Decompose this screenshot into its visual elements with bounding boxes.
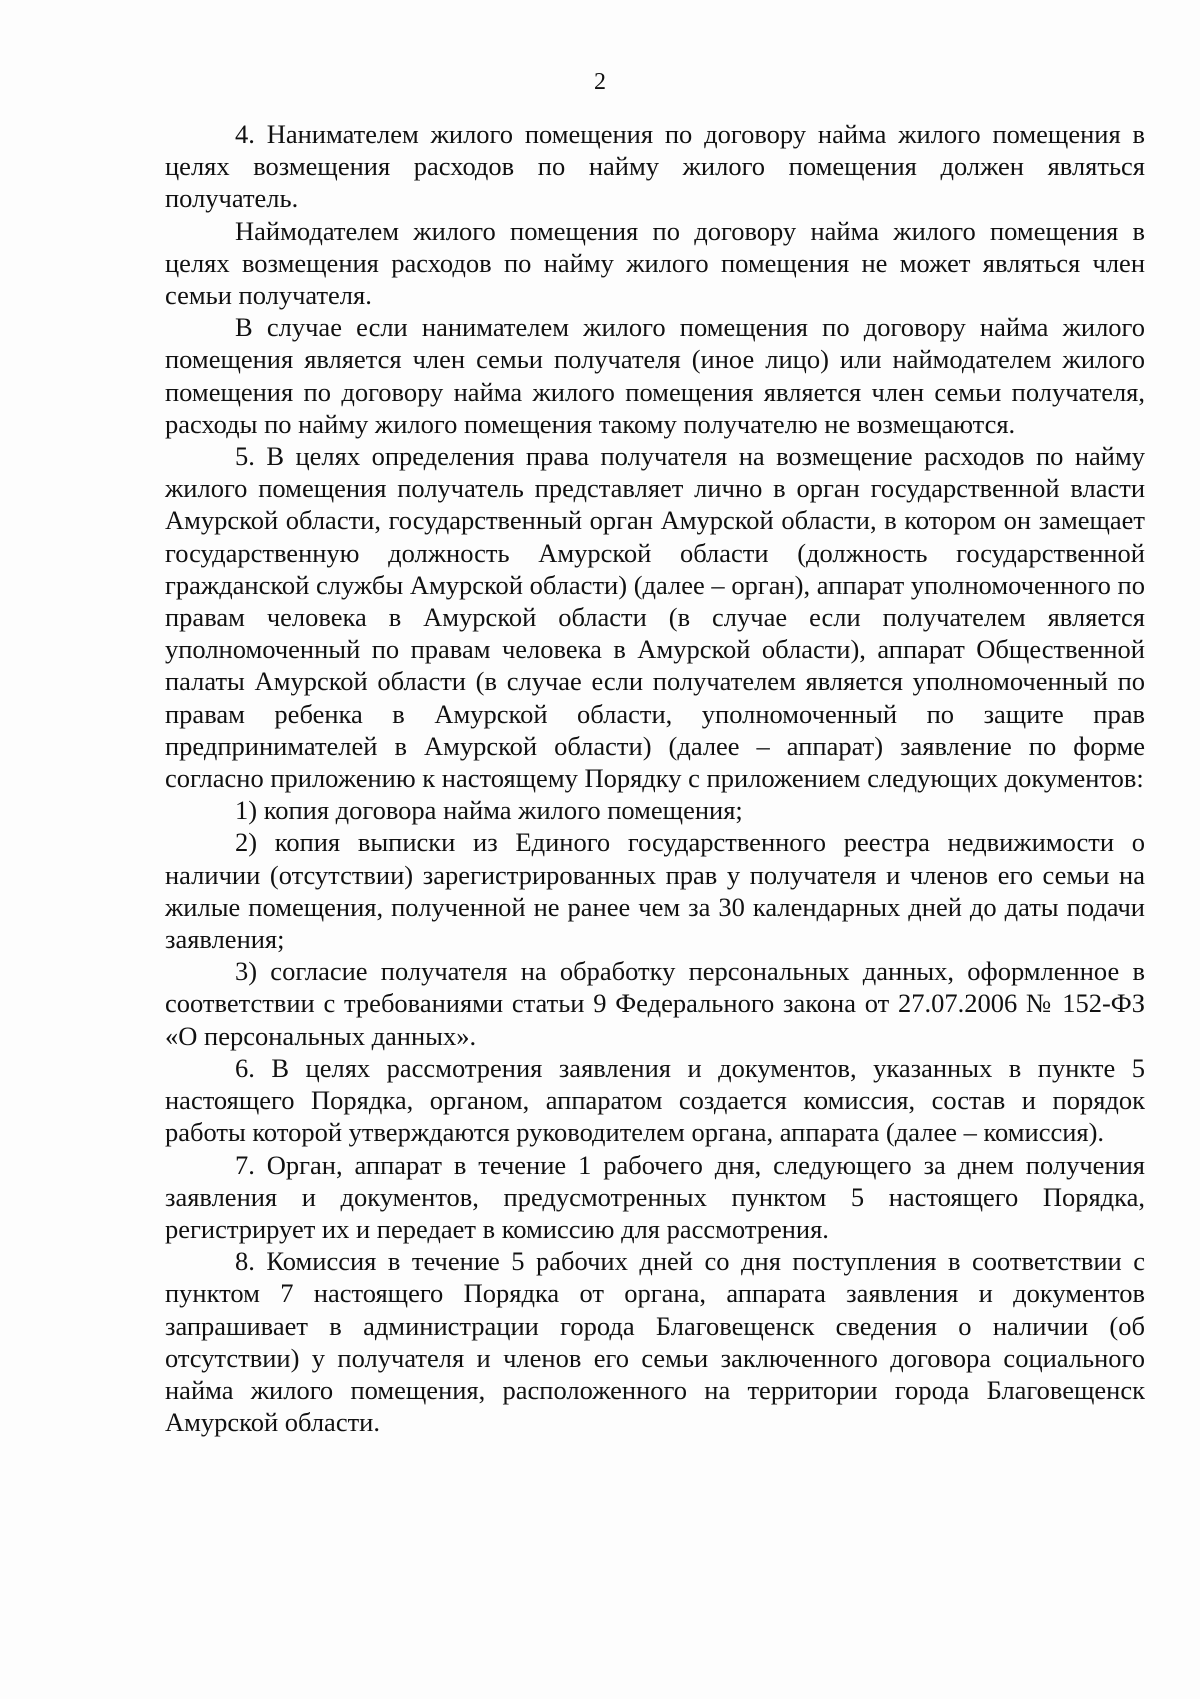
paragraph-item-5: 5. В целях определения права получателя на возмещение расходов по найму жилого помещения получатель представляет лично в орган государственной власти Амурской области, государственный орган Амурской области, в котором он замещает государственную должность Амурской области (должность государственной гражданской службы Амурской области) (далее – орган), аппарат уполномоченного по правам человека в Амурской области (в случае если получателем является уполномоченный по правам человека в Амурской области), аппарат Общественной палаты Амурской области (в случае если получателем является уполномоченный по правам ребенка в Амурской области, уполномоченный по защите прав предпринимателей в Амурской области) (далее – аппарат) заявление по форме согласно приложению к настоящему Порядку с приложением следующих документов:: [165, 441, 1145, 794]
list-item-2: 2) копия выписки из Единого государственного реестра недвижимости о наличии (отсутствии) зарегистрированных прав у получателя и членов его семьи на жилые помещения, полученной не ранее чем за 30 календарных дней до даты подачи заявления;: [165, 827, 1145, 955]
paragraph-item-6: 6. В целях рассмотрения заявления и документов, указанных в пункте 5 настоящего Порядка, органом, аппаратом создается комиссия, состав и порядок работы которой утверждаются руководителем органа, аппарата (далее – комиссия).: [165, 1052, 1145, 1148]
paragraph-item-8: 8. Комиссия в течение 5 рабочих дней со дня поступления в соответствии с пунктом 7 настоящего Порядка от органа, аппарата заявления и документов запрашивает в администрации города Благовещенск сведения о наличии (об отсутствии) у получателя и членов его семьи заключенного договора социального найма жилого помещения, расположенного на территории города Благовещенск Амурской области.: [165, 1246, 1145, 1438]
paragraph-no-reimbursement-case: В случае если нанимателем жилого помещения по договору найма жилого помещения является член семьи получателя (иное лицо) или наймодателем жилого помещения по договору найма жилого помещения является член семьи получателя, расходы по найму жилого помещения такому получателю не возмещаются.: [165, 312, 1145, 439]
list-item-3: 3) согласие получателя на обработку персональных данных, оформленное в соответствии с требованиями статьи 9 Федерального закона от 27.07.2006 № 152-ФЗ «О персональных данных».: [165, 956, 1145, 1051]
paragraph-item-4: 4. Нанимателем жилого помещения по договору найма жилого помещения в целях возмещения расходов по найму жилого помещения должен являться получатель.: [165, 119, 1145, 214]
document-body: [165, 118, 1145, 1438]
paragraph-item-7: 7. Орган, аппарат в течение 1 рабочего дня, следующего за днем получения заявления и документов, предусмотренных пунктом 5 настоящего Порядка, регистрирует их и передает в комиссию для рассмотрения.: [165, 1149, 1145, 1244]
page-number: 2: [594, 69, 606, 95]
paragraph-landlord-restriction: Наймодателем жилого помещения по договору найма жилого помещения в целях возмещения расходов по найму жилого помещения не может являться член семьи получателя.: [165, 215, 1145, 311]
list-item-1: 1) копия договора найма жилого помещения;: [235, 795, 743, 826]
